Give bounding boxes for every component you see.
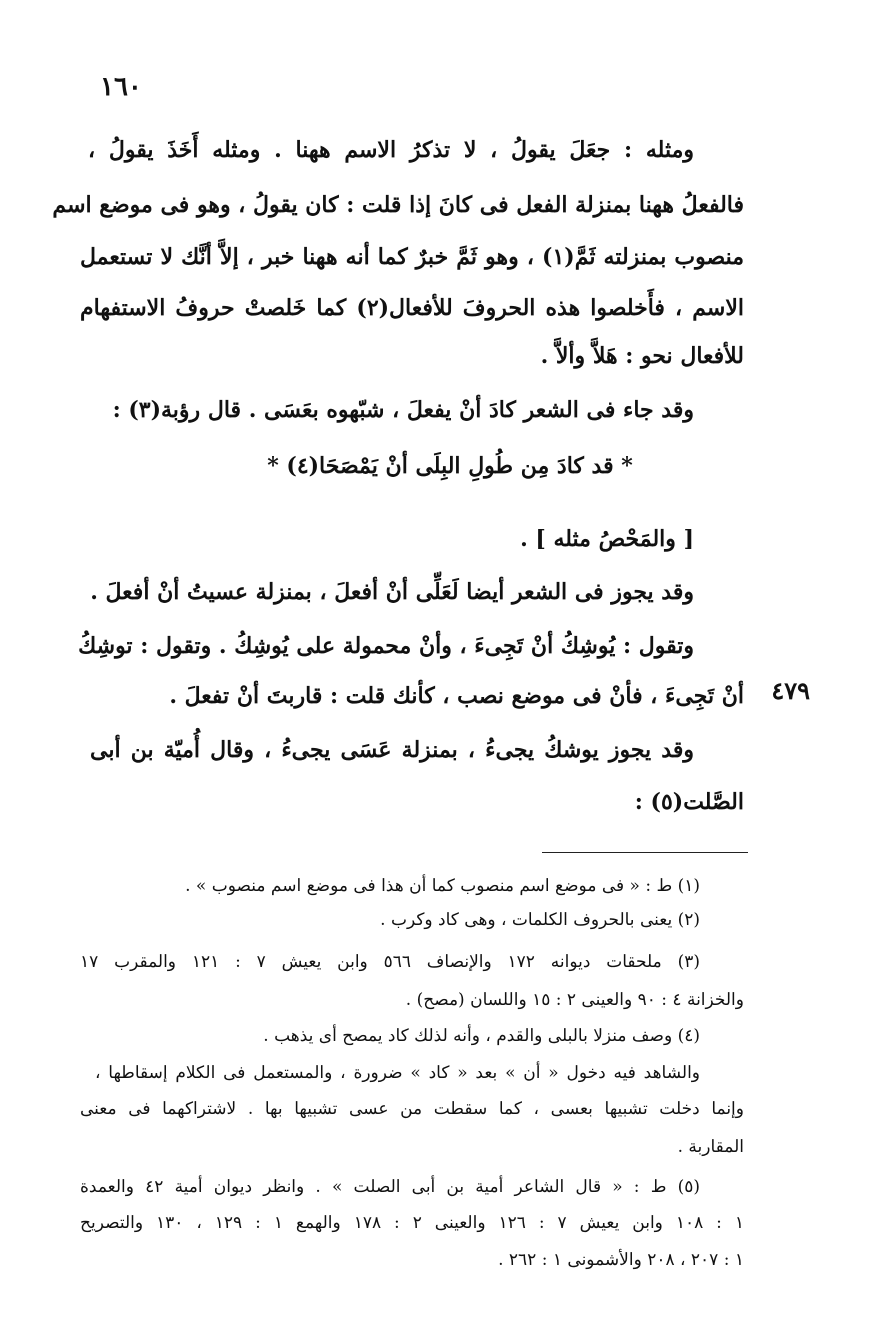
main-line-5: للأفعال نحو : هَلاَّ وألاَّ .: [540, 343, 744, 369]
footnote-line-4: والخزانة ٤ : ٩٠ والعينى ٢ : ١٥ واللسان (مصح) .: [405, 990, 744, 1010]
footnote-line-1: (١) ط : « فى موضع اسم منصوب كما أن هذا فى موضع اسم منصوب » .: [185, 876, 700, 896]
footnote-line-9: (٥) ط : « قال الشاعر أمية بن أبى الصلت » . وانظر ديوان أمية ٤٢ والعمدة: [80, 1177, 700, 1197]
verse-line: * قد كادَ مِن طُولِ البِلَى أنْ يَمْصَحَا(٤) *: [267, 453, 633, 479]
footnote-divider: [542, 852, 748, 853]
footnote-line-5: (٤) وصف منزلا بالبلى والقدم ، وأنه لذلك كاد يمصح أى يذهب .: [263, 1026, 700, 1046]
main-line-6: وقد جاء فى الشعر كادَ أنْ يفعلَ ، شبّهوه بعَسَى . قال رؤبة(٣) :: [112, 397, 694, 423]
main-line-3: منصوب بمنزلته ثَمَّ(١) ، وهو ثَمَّ خبرٌ كما أنه ههنا خبر ، إلاَّ أنَّك لا تستعمل: [80, 244, 744, 270]
main-line-8: [ والمَحْصُ مثله ] .: [520, 526, 694, 552]
footnote-line-10: ١ : ١٠٨ وابن يعيش ٧ : ١٢٦ والعينى ٢ : ١٧٨ والهمع ١ : ١٢٩ ، ١٣٠ والتصريح: [80, 1213, 744, 1233]
footnote-line-11: ١ : ٢٠٧ ، ٢٠٨ والأشمونى ١ : ٢٦٢ .: [498, 1250, 744, 1270]
main-line-4: الاسم ، فأَخلصوا هذه الحروفَ للأفعال(٢) كما خَلصتْ حروفُ الاستفهام: [80, 295, 745, 321]
margin-section-number: ٤٧٩: [771, 676, 810, 705]
main-line-13: الصَّلت(٥) :: [634, 789, 744, 815]
main-line-11: أنْ تَجِىءَ ، فأنْ فى موضع نصب ، كأنك قلت : قاربتَ أنْ تفعلَ .: [169, 683, 744, 709]
main-line-1: ومثله : جعَلَ يقولُ ، لا تذكرُ الاسم ههنا . ومثله أَخَذَ يقولُ ،: [88, 137, 694, 163]
main-line-12: وقد يجوز يوشكُ يجىءُ ، بمنزلة عَسَى يجىءُ ، وقال أُميّة بن أبى: [90, 737, 694, 763]
footnote-line-8: المقاربة .: [677, 1137, 744, 1157]
page-number: ١٦٠: [100, 72, 142, 102]
footnote-line-6: والشاهد فيه دخول « أن » بعد « كاد » ضرورة ، والمستعمل فى الكلام إسقاطها ،: [95, 1063, 700, 1083]
footnote-line-7: وإنما دخلت تشبيها بعسى ، كما سقطت من عسى تشبيها بها . لاشتراكهما فى معنى: [80, 1099, 744, 1119]
main-line-10: وتقول : يُوشِكُ أنْ تَجِىءَ ، وأنْ محمولة على يُوشِكُ . وتقول : توشِكُ: [78, 633, 694, 659]
main-line-9: وقد يجوز فى الشعر أيضا لَعَلِّى أنْ أفعلَ ، بمنزلة عسيتُ أنْ أفعلَ .: [90, 579, 694, 605]
footnote-line-2: (٢) يعنى بالحروف الكلمات ، وهى كاد وكرب .: [380, 910, 700, 930]
footnote-line-3: (٣) ملحقات ديوانه ١٧٢ والإنصاف ٥٦٦ وابن يعيش ٧ : ١٢١ والمقرب ١٧: [80, 952, 700, 972]
main-line-2: فالفعلُ ههنا بمنزلة الفعل فى كانَ إذا قلت : كان يقولُ ، وهو فى موضع اسم: [52, 192, 744, 218]
